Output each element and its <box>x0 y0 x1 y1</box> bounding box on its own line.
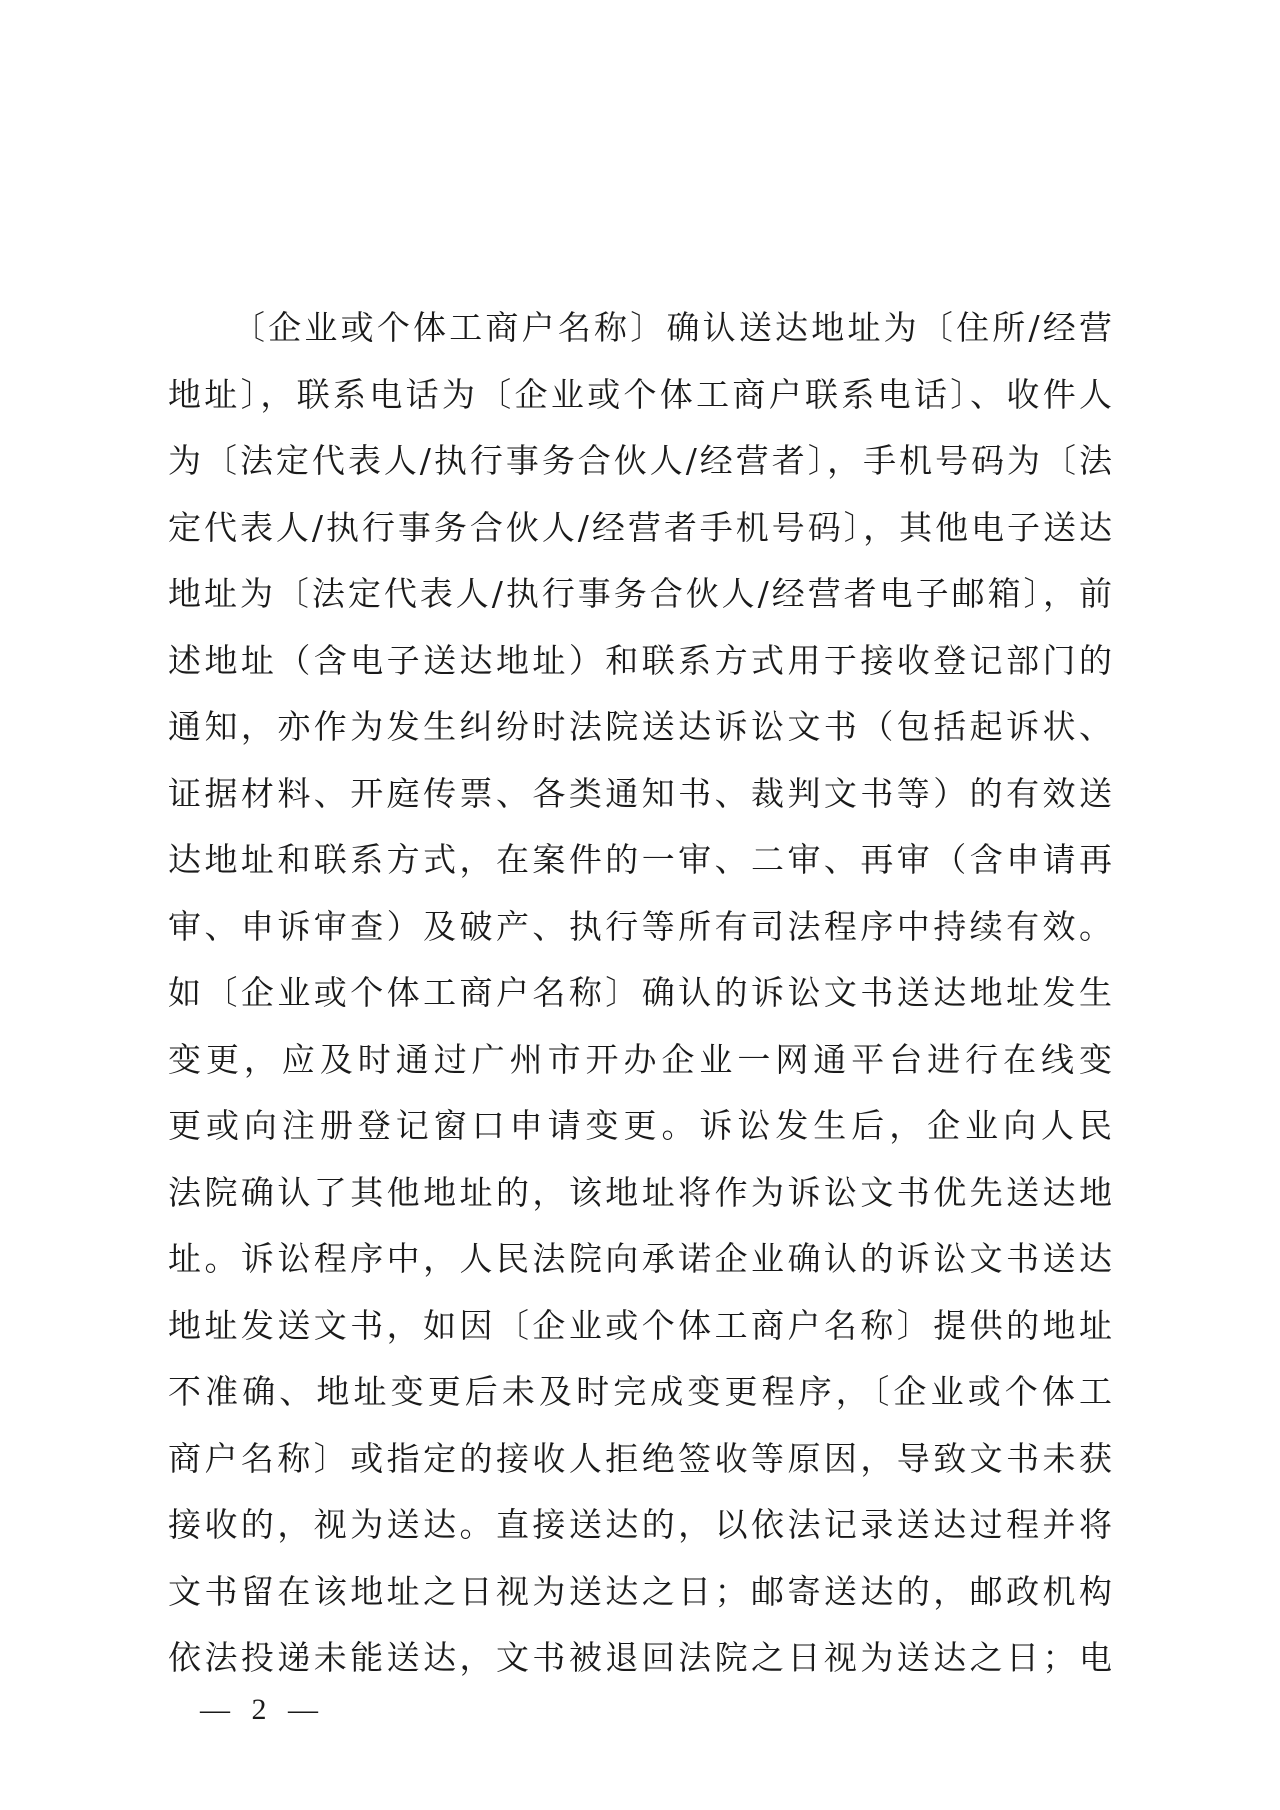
text-line: 不准确、地址变更后未及时完成变更程序，〔企业或个体工 <box>168 1372 1112 1411</box>
body-paragraph <box>168 295 1112 1692</box>
text-line: 〔企业或个体工商户名称〕确认送达地址为〔住所/经营 <box>232 308 1112 347</box>
text-line: 证据材料、开庭传票、各类通知书、裁判文书等）的有效送 <box>168 773 1112 813</box>
text-line: 审、申诉审查）及破产、执行等所有司法程序中持续有效。 <box>168 906 1112 946</box>
text-line: 更或向注册登记窗口申请变更。诉讼发生后，企业向人民 <box>168 1106 1112 1145</box>
text-line: 依法投递未能送达，文书被退回法院之日视为送达之日；电 <box>168 1638 1112 1677</box>
text-line: 文书留在该地址之日视为送达之日；邮寄送达的，邮政机构 <box>168 1571 1112 1611</box>
text-line: 达地址和联系方式，在案件的一审、二审、再审（含申请再 <box>168 840 1112 879</box>
text-line: 述地址（含电子送达地址）和联系方式用于接收登记部门的 <box>168 640 1112 680</box>
text-line: 定代表人/执行事务合伙人/经营者手机号码〕，其他电子送达 <box>168 507 1112 547</box>
text-line: 为〔法定代表人/执行事务合伙人/经营者〕，手机号码为〔法 <box>168 441 1112 480</box>
text-line: 地址发送文书，如因〔企业或个体工商户名称〕提供的地址 <box>168 1305 1112 1345</box>
text-line: 法院确认了其他地址的，该地址将作为诉讼文书优先送达地 <box>168 1172 1112 1212</box>
text-line: 接收的，视为送达。直接送达的，以依法记录送达过程并将 <box>168 1505 1112 1544</box>
text-line: 通知，亦作为发生纠纷时法院送达诉讼文书（包括起诉状、 <box>168 707 1112 746</box>
text-line: 地址为〔法定代表人/执行事务合伙人/经营者电子邮箱〕，前 <box>168 574 1112 613</box>
text-line: 地址〕，联系电话为〔企业或个体工商户联系电话〕、收件人 <box>168 374 1112 414</box>
page-number: — 2 — <box>200 1693 318 1726</box>
text-line: 如〔企业或个体工商户名称〕确认的诉讼文书送达地址发生 <box>168 973 1112 1012</box>
text-line: 商户名称〕或指定的接收人拒绝签收等原因，导致文书未获 <box>168 1438 1112 1478</box>
text-line: 变更，应及时通过广州市开办企业一网通平台进行在线变 <box>168 1039 1112 1079</box>
text-line: 址。诉讼程序中，人民法院向承诺企业确认的诉讼文书送达 <box>168 1239 1112 1278</box>
